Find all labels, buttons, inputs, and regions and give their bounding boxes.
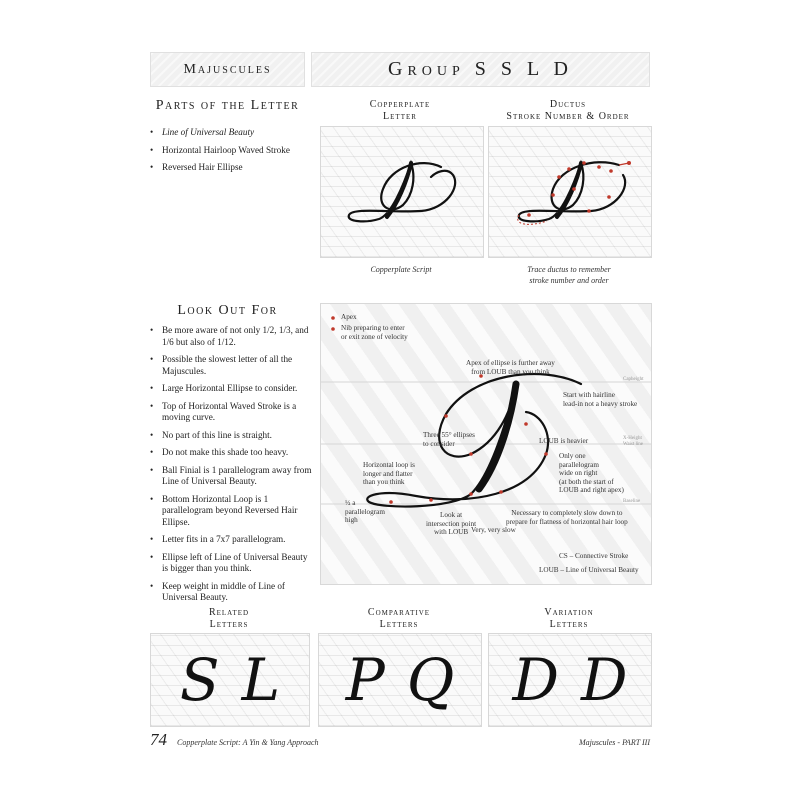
ductus-caption: Trace ductus to remember stroke number and order <box>527 265 611 285</box>
annotation-half-parallelogram: ½ a parallelogram high <box>345 499 385 525</box>
comparative-glyph-q: Q <box>406 646 455 714</box>
list-item: • Large Horizontal Ellipse to consider. <box>150 383 315 395</box>
annotation-loub-heavier: LOUB is heavier <box>539 437 589 445</box>
list-item: • Line of Universal Beauty <box>150 127 310 139</box>
variation-glyph-d1: D <box>512 646 559 714</box>
list-item: • Letter fits in a 7x7 parallelogram. <box>150 534 315 546</box>
ductus-d-glyph <box>489 127 651 257</box>
page-number: 74 <box>150 730 167 749</box>
look-out-for-title: Look Out For <box>177 303 278 318</box>
variation-glyph-d2: D <box>581 646 628 714</box>
list-item: • Keep weight in middle of Line of Universal Beauty. <box>150 581 315 604</box>
list-item: • Ellipse left of Line of Universal Beauty is bigger than you think. <box>150 552 315 575</box>
comparative-letters-panel <box>318 633 482 727</box>
comparative-glyph-p: P <box>345 646 385 714</box>
section-title-majuscules: Majuscules <box>183 61 272 77</box>
section-label: Majuscules - PART III <box>578 738 650 747</box>
variation-letters-panel <box>488 633 652 727</box>
annotation-very-slow: Very, very slow <box>471 526 516 534</box>
legend-loub: LOUB – Line of Universal Beauty <box>539 566 639 574</box>
footer <box>150 730 650 752</box>
list-item: • Reversed Hair Ellipse <box>150 162 310 174</box>
ductus-label: Ductus Stroke Number & Order <box>506 99 630 122</box>
ductus-panel <box>488 126 652 258</box>
list-item: • Be more aware of not only 1/2, 1/3, and 1/6 but also of 1/12. <box>150 325 315 348</box>
guide-capheight: Capheight <box>623 377 644 382</box>
diagram-d-glyph <box>321 304 651 584</box>
annotation-ellipses: Three 55° ellipses to consider <box>423 431 475 448</box>
copperplate-letter-panel <box>320 126 484 258</box>
header-left-banner <box>150 52 305 87</box>
legend-nib: Nib preparing to enter or exit zone of velocity <box>341 324 408 341</box>
comparative-letters-label: Comparative Letters <box>367 607 431 630</box>
legend-cs: CS – Connective Stroke <box>559 552 629 560</box>
look-out-for-list <box>150 325 315 610</box>
guide-baseline: Baseline <box>623 499 641 504</box>
variation-letters-label: Variation Letters <box>544 607 594 630</box>
annotation-look-intersection: Look at intersection point with LOUB <box>426 511 477 537</box>
list-item: • No part of this line is straight. <box>150 430 315 442</box>
annotation-horizontal-loop: Horizontal loop is longer and flatter than you think <box>363 461 415 487</box>
book-title: Copperplate Script: A Yin & Yang Approach <box>177 738 319 747</box>
annotation-one-parallelogram: Only one parallelogram wide on right (at both the start of LOUB and right apex) <box>559 452 624 495</box>
list-item: • Possible the slowest letter of all the Majuscules. <box>150 354 315 377</box>
annotation-apex-ellipse: Apex of ellipse is further away from LOUB than you think <box>466 359 555 376</box>
list-item: • Top of Horizontal Waved Stroke is a moving curve. <box>150 401 315 424</box>
copperplate-letter-label: Copperplate Letter <box>369 99 431 122</box>
parts-of-letter-list <box>150 127 310 180</box>
guide-xheight: X-Height Waist line <box>623 436 644 447</box>
parts-of-letter-title: Parts of the Letter <box>155 98 300 113</box>
related-glyph-s: S <box>179 646 220 714</box>
copperplate-caption: Copperplate Script <box>370 265 432 274</box>
annotation-slow-down: Necessary to completely slow down to prepare for flatness of horizontal hair loop <box>506 509 628 526</box>
related-letters-panel <box>150 633 310 727</box>
copperplate-d-glyph <box>321 127 483 257</box>
header-right-banner <box>311 52 650 87</box>
group-title: Group S S L D <box>388 58 573 80</box>
related-letters-label: Related Letters <box>208 607 250 630</box>
legend-apex: Apex <box>341 313 357 321</box>
list-item: • Horizontal Hairloop Waved Stroke <box>150 145 310 157</box>
annotation-hairline: Start with hairline lead-in not a heavy stroke <box>563 391 638 408</box>
list-item: • Bottom Horizontal Loop is 1 parallelogram beyond Reversed Hair Ellipse. <box>150 494 315 529</box>
related-glyph-l: L <box>241 646 281 714</box>
list-item: • Do not make this shade too heavy. <box>150 447 315 459</box>
list-item: • Ball Finial is 1 parallelogram away from Line of Universal Beauty. <box>150 465 315 488</box>
annotated-letter-diagram <box>320 303 652 585</box>
